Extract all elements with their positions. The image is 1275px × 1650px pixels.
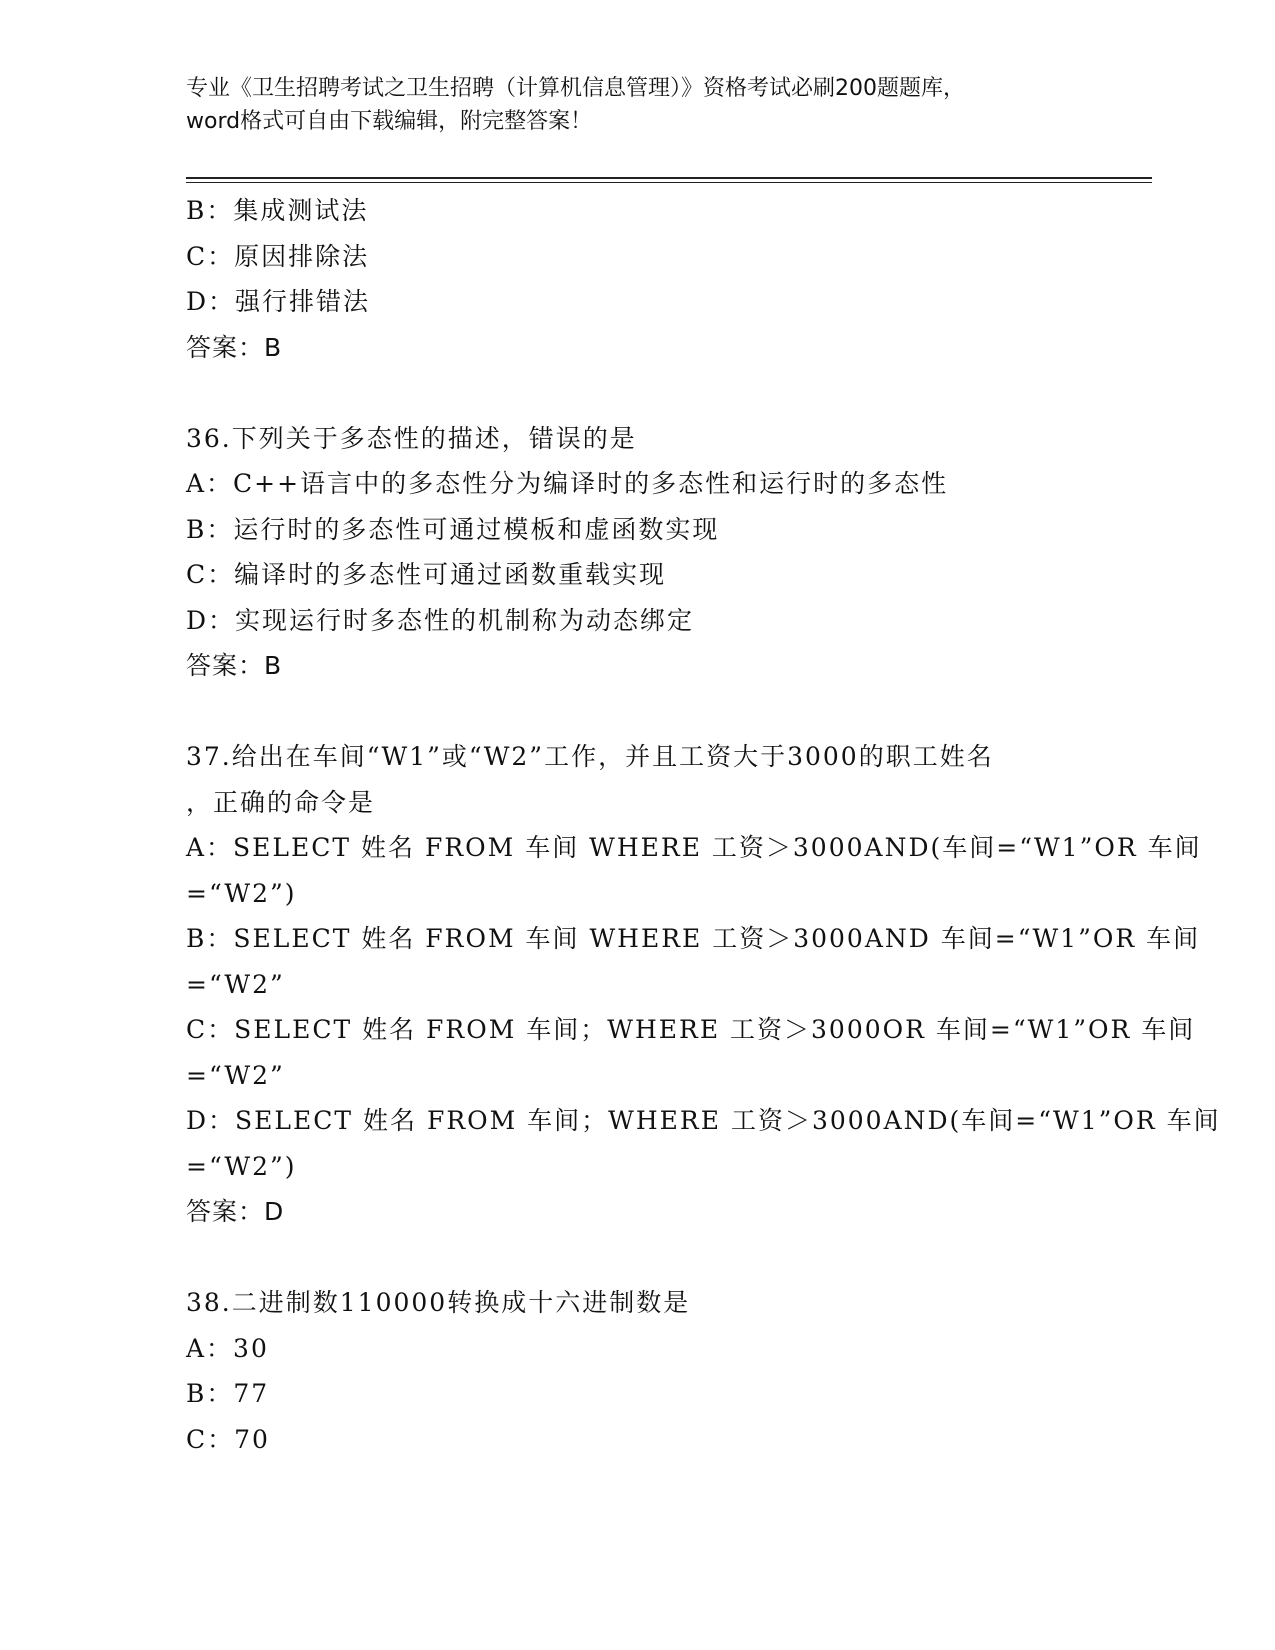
option-b: B：77 [186, 1379, 270, 1408]
option-a-line-2: =“W2”) [186, 878, 297, 908]
spacer [186, 1235, 1106, 1281]
option-a-line-1: A：SELECT 姓名 FROM 车间 WHERE 工资＞3000AND(车间=“W1”OR 车间 [186, 833, 1202, 862]
option-d: D：强行排错法 [186, 287, 371, 316]
question-text-line-2: ，正确的命令是 [186, 787, 376, 817]
option-c-line-1: C：SELECT 姓名 FROM 车间；WHERE 工资＞3000OR 车间=“W1”OR 车间 [186, 1015, 1196, 1044]
option-b: B：集成测试法 [186, 196, 369, 225]
option-b: B：运行时的多态性可通过模板和虚函数实现 [186, 514, 720, 544]
header-divider [186, 177, 1152, 179]
question-text: 38.二进制数110000转换成十六进制数是 [186, 1288, 691, 1317]
option-d-line-2: =“W2”) [186, 1151, 297, 1181]
option-c: C：原因排除法 [186, 241, 370, 271]
option-d-line-1: D：SELECT 姓名 FROM 车间；WHERE 工资＞3000AND(车间=“W1”OR 车间 [186, 1106, 1221, 1135]
question-text-line-1: 37.给出在车间“W1”或“W2”工作，并且工资大于3000的职工姓名 [186, 742, 994, 771]
answer: 答案：B [186, 651, 283, 680]
spacer [186, 370, 1106, 416]
option-c: C：编译时的多态性可通过函数重载实现 [186, 560, 667, 589]
option-a: A：C++语言中的多态性分为编译时的多态性和运行时的多态性 [186, 469, 949, 498]
question-35 [186, 188, 1106, 370]
question-text: 36.下列关于多态性的描述，错误的是 [186, 423, 637, 453]
option-b-line-2: =“W2” [186, 969, 285, 999]
header-title-line-1: 专业《卫生招聘考试之卫生招聘（计算机信息管理）》资格考试必刷200题题库， [186, 76, 965, 101]
option-a: A：30 [186, 1333, 269, 1363]
spacer [186, 689, 1106, 735]
option-c: C：70 [186, 1424, 270, 1454]
header-title-line-2: word格式可自由下载编辑，附完整答案！ [186, 109, 593, 134]
option-d: D：实现运行时多态性的机制称为动态绑定 [186, 605, 695, 635]
question-list [186, 188, 1221, 1462]
question-36 [186, 416, 1106, 689]
question-38 [186, 1280, 1106, 1462]
answer: 答案：B [186, 332, 283, 362]
page-header [186, 72, 1086, 138]
option-c-line-2: =“W2” [186, 1060, 285, 1090]
question-37 [186, 734, 1221, 1235]
answer: 答案：D [186, 1197, 285, 1226]
header-divider-thin [186, 182, 1152, 183]
option-b-line-1: B：SELECT 姓名 FROM 车间 WHERE 工资＞3000AND 车间=“W1”OR 车间 [186, 924, 1201, 953]
